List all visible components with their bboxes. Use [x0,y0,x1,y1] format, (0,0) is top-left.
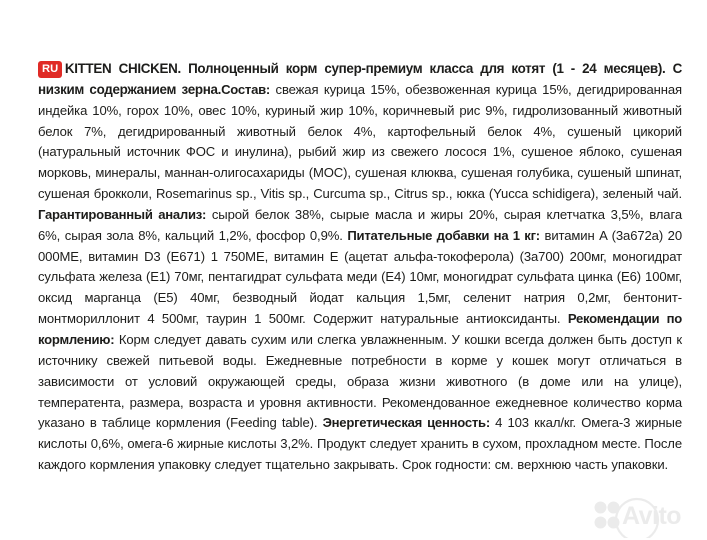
section-heading-energia: Энергетическая ценность: [322,415,490,431]
avito-watermark [591,494,703,538]
section-body-dobavki: витамин A (3a672a) 20 000МЕ, витамин D3 (E671) 1 750МЕ, витамин E (ацетат альфа-токоферола) (3a700) 200мг, моногидрат сульфата железа (E1) 70мг, пентагидрат сульфата меди (E4) 10мг, моногидрат сульфата цинка (E6) 100мг, оксид марганца (E5) 40мг, безводный йодат кальция 1,5мг, селенит натрия 0,2мг, бентонит-монтмориллонит 4 500мг, таурин 1 500мг. Содержит натуральные антиоксиданты. [38,227,682,327]
section-body-analiz: сырой белок 38%, сырые масла и жиры 20%, сырая клетчатка 3,5%, влага 6%, сырая зола 8%, кальций 1,2%, фосфор 0,9%. [38,206,682,243]
section-body-energia: 4 103 ккал/кг. Омега-3 жирные кислоты 0,6%, омега-6 жирные кислоты 3,2%. Продукт следует хранить в сухом, прохладном месте. После каждого кормления упаковку следует тщательно закрывать. Срок годности: см. верхнюю часть упаковки. [38,415,682,473]
locale-badge-ru: RU [38,61,62,79]
label-text-block [38,59,682,476]
product-title: KITTEN CHICKEN. [64,61,181,76]
svg-text:Avito: Avito [622,502,682,530]
section-heading-sostav: Состав: [221,81,271,97]
section-heading-analiz: Гарантированный анализ: [38,206,207,222]
product-title-description: Полноценный корм супер-премиум класса для котят (1 - 24 месяцев). С низким содержанием зерна. [38,61,682,97]
section-heading-dobavki: Питательные добавки на 1 кг: [347,227,540,243]
section-heading-kormlenie: Рекомендации по кормлению: [38,311,683,347]
section-body-kormlenie: Корм следует давать сухим или слегка увлажненным. У кошки всегда должен быть доступ к источнику свежей питьевой воды. Ежедневные потребности в корме у кошек могут отличаться в зависимости от условий окружающей среды, образа жизни животного (в доме или на улице), температента, размера, возраста и уровня активности. Рекомендованное ежедневное количество корма указано в таблице кормления (Feeding table). [38,331,682,431]
section-body-sostav: свежая курица 15%, обезвоженная курица 15%, дегидрированная индейка 10%, горох 10%, овес 10%, куриный жир 10%, коричневый рис 9%, гидролизованный животный белок 7%, дегидрированный животный белок 4%, картофельный белок 4%, сушеный цикорий (натуральный источник ФОС и инулина), рыбий жир из свежего лосося 1%, сушеное яблоко, сушеная морковь, минералы, маннан-олигосахариды (МОС), сушеная клюква, сушеная голубика, сушеный шпинат, сушеная брокколи, Rosemarinus sp., Vitis sp., Curcuma sp., Citrus sp., юкка (Yucca schidigera), зеленый чай. [38,81,682,202]
